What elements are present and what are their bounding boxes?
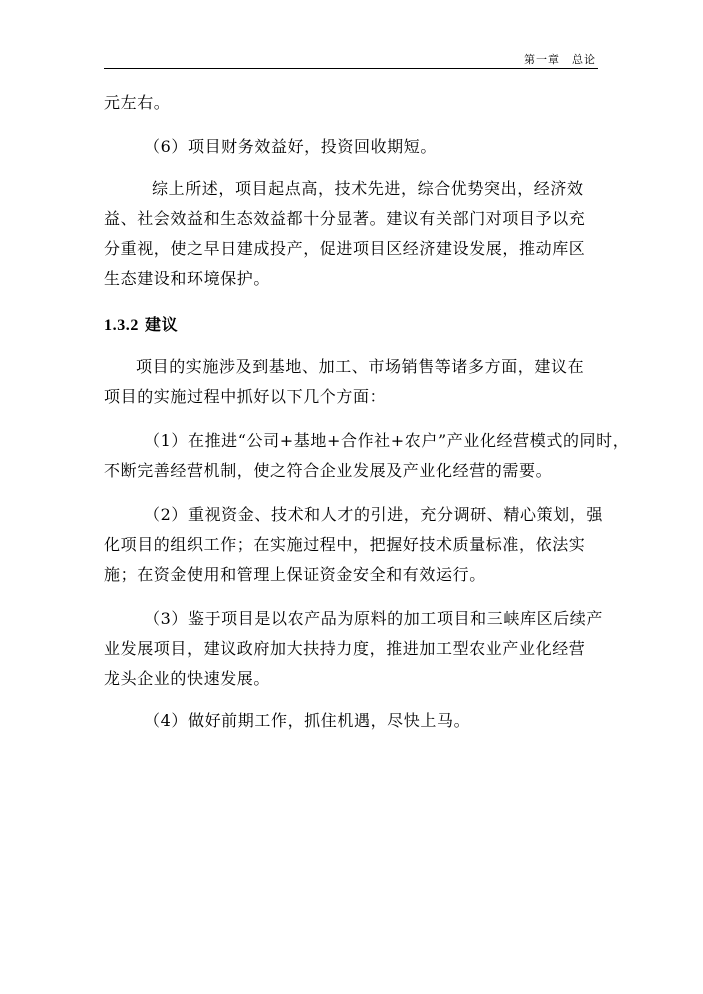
header-chapter: 第一章 — [524, 53, 560, 66]
section-number: 1.3.2 — [104, 317, 139, 334]
paragraph-point-2: （2）重视资金、技术和人才的引进，充分调研、精心策划，强 化项目的组织工作；在实施过程中，把握好技术质量标准，依法实 施；在资金使用和管理上保证资金安全和有效运行。 — [104, 505, 603, 584]
paragraph-point-1: （1）在推进“公司+基地+合作社+农户”产业化经营模式的同时， 不断完善经营机制，使之符合企业发展及产业化经营的需要。 — [104, 431, 630, 480]
paragraph-summary: 综上所述，项目起点高，技术先进，综合优势突出，经济效 益、社会效益和生态效益都十分显著。建议有关部门对项目予以充 分重视，使之早日建成投产，促进项目区经济建设发展，推动库区 生态建设和环境保护。 — [104, 179, 586, 288]
section-title: 建议 — [145, 315, 179, 334]
paragraph-intro: 项目的实施涉及到基地、加工、市场销售等诸多方面，建议在 项目的实施过程中抓好以下几个方面： — [104, 357, 585, 406]
paragraph-point-4: （4）做好前期工作，抓住机遇，尽快上马。 — [144, 711, 471, 730]
paragraph-continuation: 元左右。 — [104, 93, 171, 112]
page-header — [104, 48, 598, 69]
header-title: 总论 — [572, 53, 596, 66]
section-heading — [104, 310, 598, 341]
paragraph-point-3: （3）鉴于项目是以农产品为原料的加工项目和三峡库区后续产 业发展项目，建议政府加大扶持力度，推进加工型农业产业化经营 龙头企业的快速发展。 — [104, 609, 603, 688]
paragraph-point-6: （6）项目财务效益好，投资回收期短。 — [144, 137, 437, 156]
header-chapter-title — [524, 51, 596, 67]
